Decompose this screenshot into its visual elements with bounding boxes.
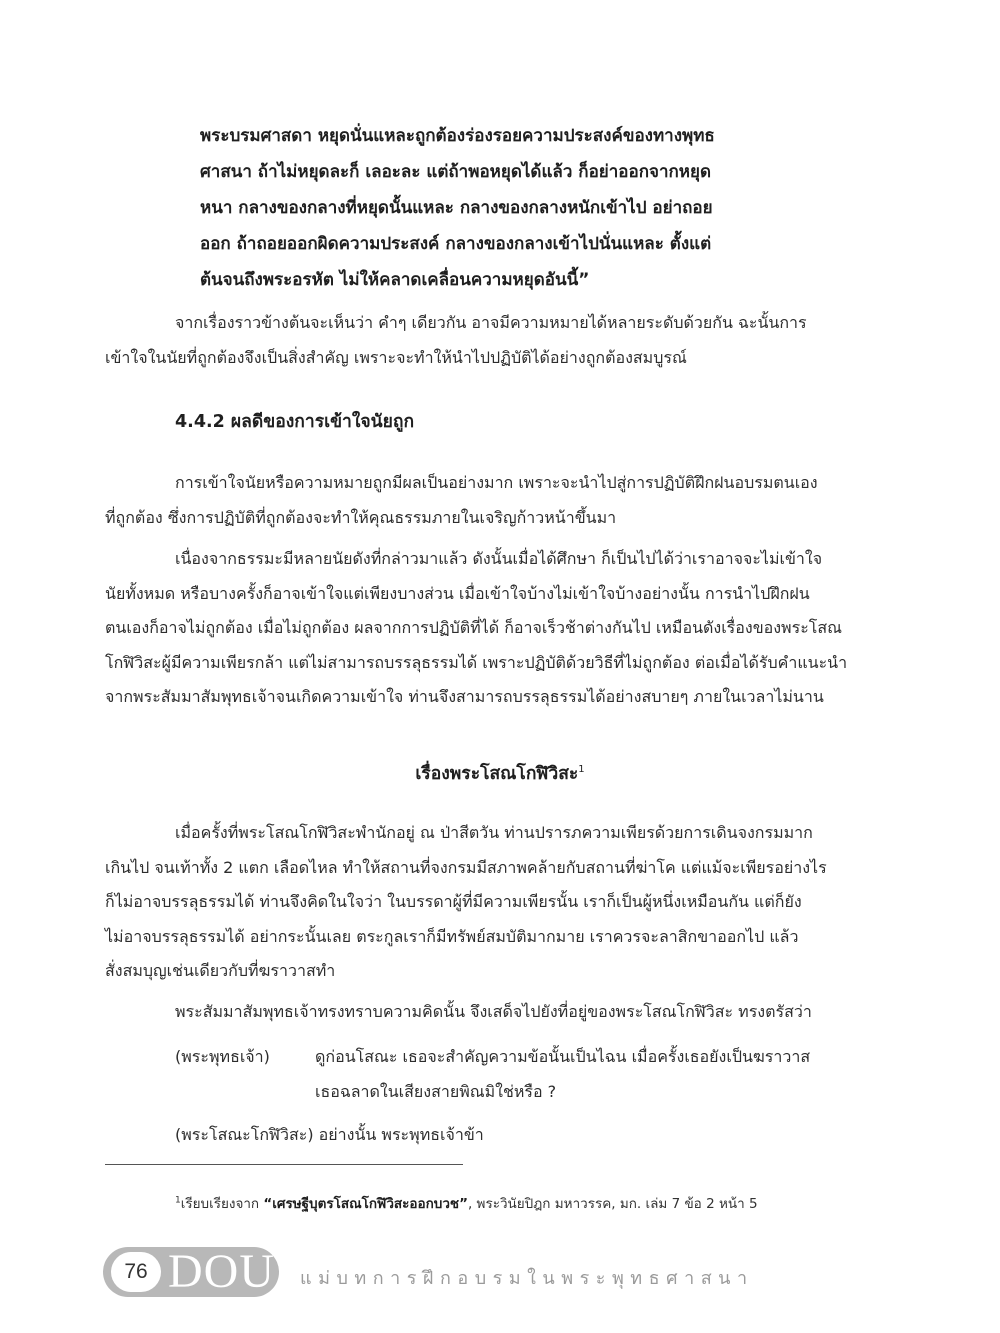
paragraph-line: ตนเองก็อาจไม่ถูกต้อง เมื่อไม่ถูกต้อง ผลจากการปฏิบัติที่ได้ ก็อาจเร็วช้าต่างกันไป เหมือนดังเรื่องของพระโสณ — [105, 618, 842, 637]
section-heading: 4.4.2 ผลดีของการเข้าใจนัยถูก — [175, 412, 415, 432]
paragraph-line: โกฬิวิสะผู้มีความเพียรกล้า แต่ไม่สามารถบรรลุธรรมได้ เพราะปฏิบัติด้วยวิธีที่ไม่ถูกต้อง ต่อเมื่อได้รับคำแนะนำ — [105, 652, 848, 672]
story-title-text: เรื่องพระโสณโกฬิวิสะ — [415, 764, 579, 784]
paragraph-line: ก็ไม่อาจบรรลุธรรมได้ ท่านจึงคิดในใจว่า ในบรรดาผู้ที่มีความเพียรนั้น เราก็เป็นผู้หนึ่งเหมือนกัน แต่ก็ยัง — [105, 892, 802, 911]
paragraph-benefits — [105, 466, 880, 535]
quote-block — [200, 118, 790, 298]
dialog-line: ดูก่อนโสณะ เธอจะสำคัญความข้อนั้นเป็นไฉน เมื่อครั้งเธอยังเป็นฆราวาส — [315, 1047, 811, 1066]
book-title: แม่บทการฝึกอบรมในพระพุทธศาสนา — [300, 1268, 754, 1289]
paragraph-intro — [105, 306, 880, 375]
story-title — [0, 759, 1000, 787]
dou-logo: DOU — [168, 1245, 275, 1298]
footnote-suffix: , พระวินัยปิฎก มหาวรรค, มก. เล่ม 7 ข้อ 2 หน้า 5 — [467, 1196, 758, 1212]
paragraph-line: เนื่องจากธรรมะมีหลายนัยดังที่กล่าวมาแล้ว ดังนั้นเมื่อได้ศึกษา ก็เป็นไปได้ว่าเราอาจจะไม่เข้าใจ — [175, 549, 823, 568]
paragraph-line: ไม่อาจบรรลุธรรมได้ อย่ากระนั้นเลย ตระกูลเราก็มีทรัพย์สมบัติมากมาย เราควรจะลาสิกขาออกไป แล้ว — [105, 926, 799, 946]
paragraph-line: เข้าใจในนัยที่ถูกต้องจึงเป็นสิ่งสำคัญ เพราะจะทำให้นำไปปฏิบัติได้อย่างถูกต้องสมบูรณ์ — [105, 347, 687, 367]
footnote — [175, 1192, 758, 1214]
dialog-sona — [175, 1118, 885, 1153]
paragraph-line: ที่ถูกต้อง ซึ่งการปฏิบัติที่ถูกต้องจะทำให้คุณธรรมภายในเจริญก้าวหน้าขึ้นมา — [105, 507, 617, 527]
paragraph-line: นัยทั้งหมด หรือบางครั้งก็อาจเข้าใจแต่เพียงบางส่วน เมื่อเข้าใจบ้างไม่เข้าใจบ้างอย่างนั้น การนำไปฝึกฝน — [105, 583, 810, 603]
paragraph-buddha-visit — [105, 995, 880, 1030]
paragraph-line: จากเรื่องราวข้างต้นจะเห็นว่า คำๆ เดียวกัน อาจมีความหมายได้หลายระดับด้วยกัน ฉะนั้นการ — [175, 313, 807, 332]
paragraph-line: การเข้าใจนัยหรือความหมายถูกมีผลเป็นอย่างมาก เพราะจะนำไปสู่การปฏิบัติฝึกฝนอบรมตนเอง — [175, 473, 818, 492]
paragraph-story — [105, 816, 880, 989]
paragraph-line: เกินไป จนเท้าทั้ง 2 แตก เลือดไหล ทำให้สถานที่จงกรมมีสภาพคล้ายกับสถานที่ฆ่าโค แต่แม้จะเพียรอย่างไร — [105, 857, 827, 877]
paragraph-line: พระสัมมาสัมพุทธเจ้าทรงทราบความคิดนั้น จึงเสด็จไปยังที่อยู่ของพระโสณโกฬิวิสะ ทรงตรัสว่า — [175, 1002, 812, 1021]
quote-line: ศาสนา ถ้าไม่หยุดละก็ เลอะละ แต่ถ้าพอหยุดได้แล้ว ก็อย่าออกจากหยุด — [200, 162, 712, 182]
dialog-buddha — [175, 1040, 885, 1109]
paragraph-line: สั่งสมบุญเช่นเดียวกับที่ฆราวาสทำ — [105, 961, 336, 980]
dialog-speaker: (พระพุทธเจ้า) — [175, 1047, 270, 1066]
dialog-line: (พระโสณะโกฬิวิสะ) อย่างนั้น พระพุทธเจ้าข้า — [175, 1125, 484, 1144]
paragraph-line: จากพระสัมมาสัมพุทธเจ้าจนเกิดความเข้าใจ ท่านจึงสามารถบรรลุธรรมได้อย่างสบายๆ ภายในเวลาไม่นาน — [105, 687, 824, 706]
footnote-source: “เศรษฐีบุตรโสณโกฬิวิสะออกบวช” — [263, 1196, 468, 1212]
dialog-line: เธอฉลาดในเสียงสายพิณมิใช่หรือ ? — [315, 1081, 557, 1101]
paragraph-explanation — [105, 542, 880, 715]
footnote-prefix: เรียบเรียงจาก — [180, 1196, 264, 1212]
quote-line: ออก ถ้าถอยออกผิดความประสงค์ กลางของกลางเข้าไปนั่นแหละ ตั้งแต่ — [200, 234, 712, 254]
footnote-divider — [105, 1164, 463, 1165]
footnote-ref: 1 — [578, 764, 585, 776]
quote-line: ต้นจนถึงพระอรหัต ไม่ให้คลาดเคลื่อนความหยุดอันนี้” — [200, 270, 590, 290]
quote-line: พระบรมศาสดา หยุดนั่นแหละถูกต้องร่องรอยความประสงค์ของทางพุทธ — [200, 126, 715, 146]
footnote-marker: 1 — [175, 1195, 181, 1206]
quote-line: หนา กลางของกลางที่หยุดนั้นแหละ กลางของกลางหนักเข้าไป อย่าถอย — [200, 198, 713, 218]
page-number: 76 — [111, 1252, 161, 1292]
paragraph-line: เมื่อครั้งที่พระโสณโกฬิวิสะพำนักอยู่ ณ ป่าสีตวัน ท่านปรารภความเพียรด้วยการเดินจงกรมมาก — [175, 823, 813, 842]
